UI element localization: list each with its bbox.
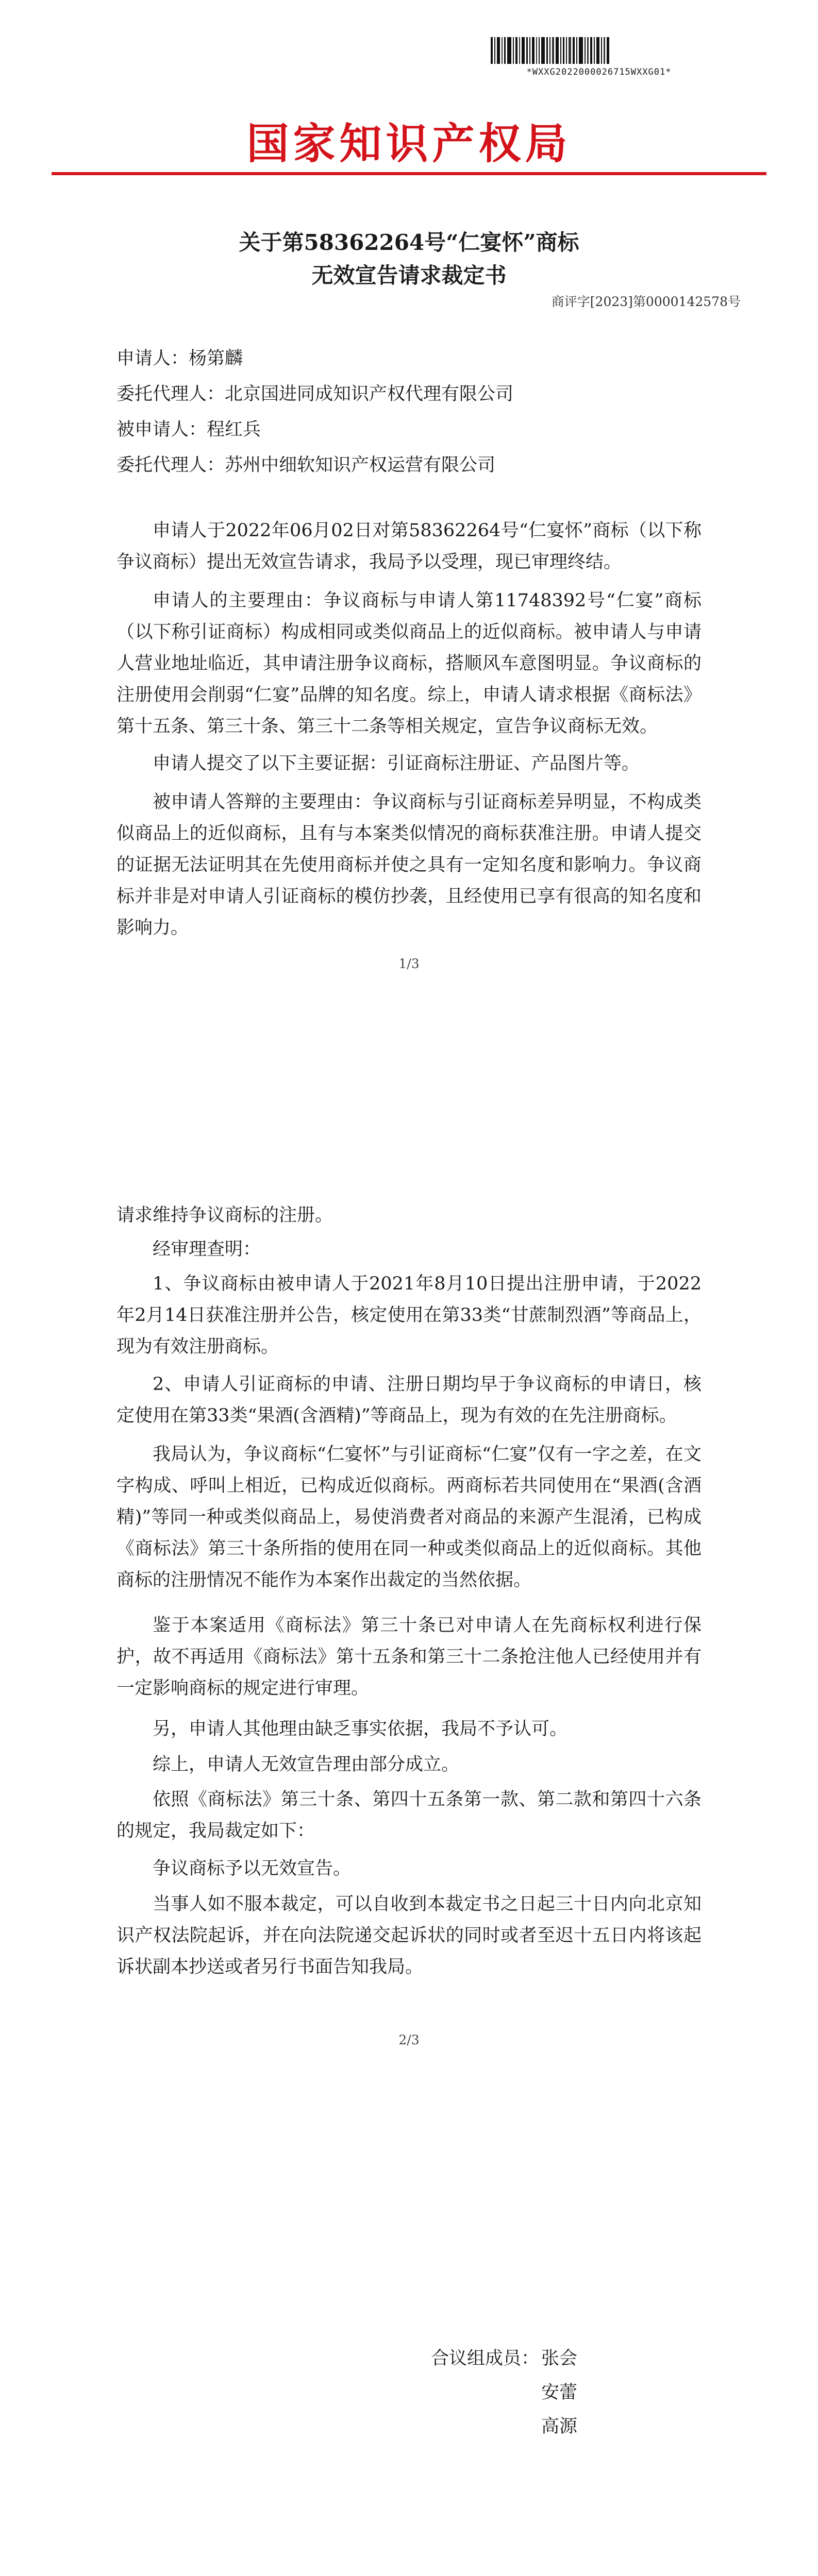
reference-number: 商评字[2023]第0000142578号 bbox=[551, 294, 741, 309]
barcode-bar bbox=[491, 37, 493, 64]
barcode-bar bbox=[576, 37, 577, 64]
barcode-bar bbox=[532, 37, 535, 64]
panel-member: 高源 bbox=[541, 2416, 578, 2437]
barcode-bar bbox=[594, 37, 595, 64]
barcode-bar bbox=[590, 37, 592, 64]
barcode-bar bbox=[504, 37, 506, 64]
paragraph: 申请人的主要理由：争议商标与申请人第11748392号“仁宴”商标（以下称引证商标）构成相同或类似商品上的近似商标。被申请人与申请人营业地址临近，其申请注册争议商标，搭顺风车意图明显。争议商标的注册使用会削弱“仁宴”品牌的知名度。综上，申请人请求根据《商标法》第十五条、第三十条、第三十二条等相关规定，宣告争议商标无效。 bbox=[116, 590, 702, 737]
barcode-bar bbox=[573, 37, 575, 64]
paragraph: 经审理查明： bbox=[153, 1239, 261, 1260]
barcode-bar bbox=[587, 37, 589, 64]
page-2 bbox=[0, 1157, 818, 2313]
barcode bbox=[491, 37, 707, 77]
barcode-bar bbox=[507, 37, 511, 64]
paragraph: 请求维持争议商标的注册。 bbox=[116, 1205, 333, 1226]
barcode-bar bbox=[546, 37, 548, 64]
applicant-agent: 委托代理人：北京国进同成知识产权代理有限公司 bbox=[116, 384, 514, 404]
panel-label: 合议组成员： bbox=[431, 2348, 540, 2369]
barcode-bar bbox=[513, 37, 514, 64]
barcode-bar bbox=[519, 37, 520, 64]
respondent-agent: 委托代理人：苏州中细软知识产权运营有限公司 bbox=[116, 455, 496, 476]
paragraph: 被申请人答辩的主要理由：争议商标与引证商标差异明显，不构成类似商品上的近似商标，且有与本案类似情况的商标获准注册。申请人提交的证据无法证明其在先使用商标并使之具有一定知名度和影响力。争议商标并非是对申请人引证商标的模仿抄袭，且经使用已享有很高的知名度和影响力。 bbox=[116, 792, 702, 938]
barcode-bar bbox=[526, 37, 528, 64]
barcode-bar bbox=[604, 37, 605, 64]
barcode-bar bbox=[541, 37, 545, 64]
paragraph: 另，申请人其他理由缺乏事实依据，我局不予认可。 bbox=[153, 1719, 568, 1739]
barcode-bar bbox=[552, 37, 554, 64]
applicant: 申请人：杨第麟 bbox=[116, 348, 243, 369]
panel-member: 张会 bbox=[541, 2348, 578, 2369]
page-number: 1/3 bbox=[398, 956, 420, 971]
doc-title-line2: 无效宣告请求裁定书 bbox=[311, 263, 507, 288]
barcode-bar bbox=[529, 37, 530, 64]
office-name: 国家知识产权局 bbox=[246, 120, 572, 168]
paragraph: 2、申请人引证商标的申请、注册日期均早于争议商标的申请日，核定使用在第33类“果酒(含酒精)”等商品上，现为有效的在先注册商标。 bbox=[116, 1374, 702, 1426]
barcode-bar bbox=[522, 37, 525, 64]
barcode-bar bbox=[569, 37, 571, 64]
paragraph: 1、争议商标由被申请人于2021年8月10日提出注册申请，于2022年2月14日获准注册并公告，核定使用在第33类“甘蔗制烈酒”等商品上，现为有效注册商标。 bbox=[116, 1274, 702, 1357]
barcode-bar bbox=[536, 37, 537, 64]
barcode-bar bbox=[607, 37, 609, 64]
paragraph: 申请人于2022年06月02日对第58362264号“仁宴怀”商标（以下称争议商标）提出无效宣告请求，我局予以受理，现已审理终结。 bbox=[116, 520, 702, 572]
paragraph: 申请人提交了以下主要证据：引证商标注册证、产品图片等。 bbox=[153, 753, 640, 774]
barcode-bar bbox=[494, 37, 495, 64]
barcode-bar bbox=[515, 37, 517, 64]
panel-member: 安蕾 bbox=[541, 2382, 578, 2403]
red-divider bbox=[52, 172, 766, 175]
barcode-bar bbox=[585, 37, 586, 64]
barcode-bar bbox=[601, 37, 602, 64]
page-3 bbox=[0, 2313, 818, 2576]
doc-title-line1: 关于第58362264号“仁宴怀”商标 bbox=[239, 230, 579, 255]
page-number: 2/3 bbox=[398, 2032, 420, 2047]
barcode-bar bbox=[502, 37, 503, 64]
page-1 bbox=[0, 0, 818, 1157]
barcode-bar bbox=[539, 37, 540, 64]
paragraph: 综上，申请人无效宣告理由部分成立。 bbox=[153, 1754, 460, 1775]
barcode-bar bbox=[596, 37, 599, 64]
paragraph: 当事人如不服本裁定，可以自收到本裁定书之日起三十日内向北京知识产权法院起诉，并在向法院递交起诉状的同时或者至迟十五日内将该起诉状副本抄送或者另行书面告知我局。 bbox=[116, 1894, 702, 1977]
barcode-bar bbox=[566, 37, 567, 64]
paragraph: 我局认为，争议商标“仁宴怀”与引证商标“仁宴”仅有一字之差，在文字构成、呼叫上相近，已构成近似商标。两商标若共同使用在“果酒(含酒精)”等同一种或类似商品上，易使消费者对商品的来源产生混淆，已构成《商标法》第三十条所指的使用在同一种或类似商品上的近似商标。其他商标的注册情况不能作为本案作出裁定的当然依据。 bbox=[116, 1444, 702, 1590]
barcode-text: *WXXG2022000026715WXXG01* bbox=[526, 67, 672, 77]
barcode-bar bbox=[560, 37, 561, 64]
paragraph: 鉴于本案适用《商标法》第三十条已对申请人在先商标权利进行保护，故不再适用《商标法》第十五条和第三十二条抢注他人已经使用并有一定影响商标的规定进行审理。 bbox=[116, 1615, 702, 1699]
paragraph: 依照《商标法》第三十条、第四十五条第一款、第二款和第四十六条的规定，我局裁定如下： bbox=[116, 1789, 702, 1841]
barcode-bar bbox=[549, 37, 550, 64]
barcode-bar bbox=[497, 37, 500, 64]
paragraph: 争议商标予以无效宣告。 bbox=[153, 1858, 352, 1879]
barcode-bar bbox=[563, 37, 564, 64]
barcode-bars bbox=[491, 37, 707, 64]
barcode-bar bbox=[556, 37, 559, 64]
respondent: 被申请人：程红兵 bbox=[116, 419, 261, 440]
barcode-bar bbox=[579, 37, 583, 64]
